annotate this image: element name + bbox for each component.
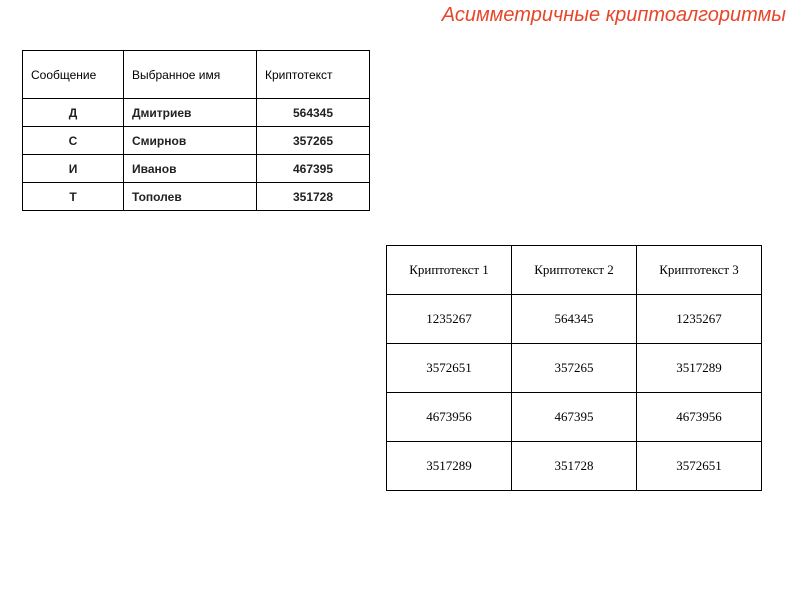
table-cell: 467395 (512, 393, 637, 442)
table-cell: 564345 (512, 295, 637, 344)
table-row (387, 442, 762, 491)
table-row (23, 127, 370, 155)
table-cell: 3572651 (637, 442, 762, 491)
table-cell: Тополев (124, 183, 257, 211)
table-row (23, 183, 370, 211)
table-cell: 467395 (257, 155, 370, 183)
table-cell: И (23, 155, 124, 183)
table-row (23, 99, 370, 127)
table-row (387, 295, 762, 344)
table-cell: 4673956 (387, 393, 512, 442)
table-row (387, 393, 762, 442)
table-header-row (23, 51, 370, 99)
ciphertext-table (386, 245, 762, 491)
table-cell: Дмитриев (124, 99, 257, 127)
page-title: Асимметричные криптоалгоритмы (441, 4, 786, 26)
names-table (22, 50, 370, 211)
table-cell: Т (23, 183, 124, 211)
table-cell: 1235267 (387, 295, 512, 344)
column-header: Криптотекст (257, 51, 370, 99)
column-header: Криптотекст 3 (637, 246, 762, 295)
table-cell: 351728 (512, 442, 637, 491)
table-cell: 351728 (257, 183, 370, 211)
table-cell: 564345 (257, 99, 370, 127)
table-header-row (387, 246, 762, 295)
table-cell: 357265 (512, 344, 637, 393)
table-cell: 4673956 (637, 393, 762, 442)
table-cell: 3517289 (637, 344, 762, 393)
column-header: Выбранное имя (124, 51, 257, 99)
table-cell: Д (23, 99, 124, 127)
table-cell: Смирнов (124, 127, 257, 155)
table-cell: 1235267 (637, 295, 762, 344)
table-cell: 3517289 (387, 442, 512, 491)
table-row (23, 155, 370, 183)
table-cell: Иванов (124, 155, 257, 183)
table-row (387, 344, 762, 393)
column-header: Криптотекст 2 (512, 246, 637, 295)
table-cell: 357265 (257, 127, 370, 155)
table-cell: 3572651 (387, 344, 512, 393)
column-header: Сообщение (23, 51, 124, 99)
table-cell: С (23, 127, 124, 155)
column-header: Криптотекст 1 (387, 246, 512, 295)
